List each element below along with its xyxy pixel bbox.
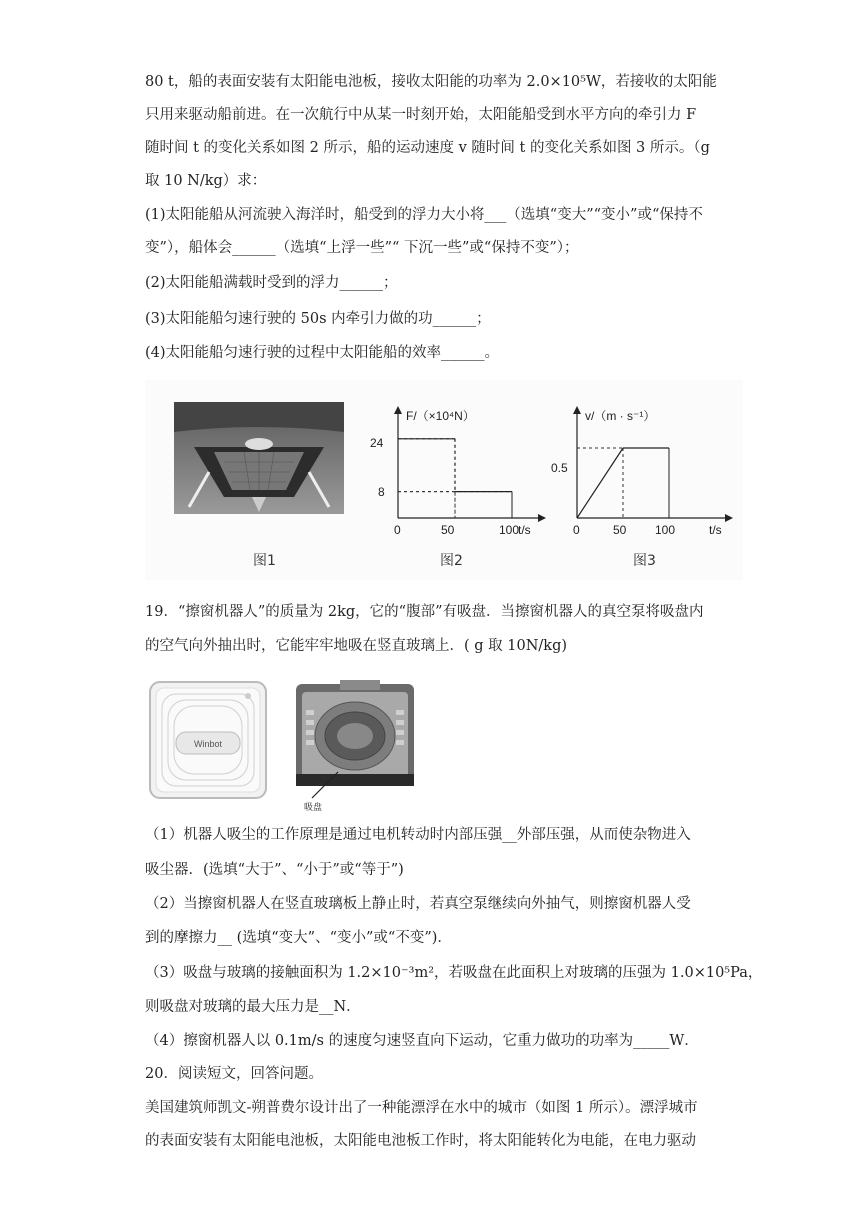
- series-segment: [577, 448, 623, 518]
- question-19-line: 19．“擦窗机器人”的质量为 2kg，它的“腹部”有吸盘．当擦窗机器人的真空泵将吸盘内: [145, 604, 704, 620]
- question-19-2-line: 到的摩擦力__ (选填“变大”、“变小”或“不变”)．: [145, 930, 452, 946]
- solar-ship-photo: [174, 402, 344, 514]
- question-2-line: (2)太阳能船满载时受到的浮力______；: [145, 275, 398, 291]
- text-line: 只用来驱动船前进。在一次航行中从某一时刻开始，太阳能船受到水平方向的牵引力 F: [145, 107, 697, 123]
- figure-2-caption: 图2: [440, 553, 463, 569]
- window-robot-back-photo: [290, 680, 420, 815]
- question-19-line: 的空气向外抽出时，它能牢牢地吸在竖直玻璃上．( g 取 10N/kg): [145, 638, 568, 654]
- winbot-logo: Winbot: [193, 739, 223, 749]
- question-20-line: 的表面安装有太阳能电池板，太阳能电池板工作时，将太阳能转化为电能，在电力驱动: [145, 1133, 696, 1149]
- fig2-xtick: 100: [499, 523, 520, 537]
- figure-3-caption: 图3: [633, 553, 656, 569]
- fig2-ytick: 8: [378, 485, 385, 499]
- question-3-line: (3)太阳能船匀速行驶的 50s 内牵引力做的功______；: [145, 311, 491, 327]
- text-line: 随时间 t 的变化关系如图 2 所示，船的运动速度 v 随时间 t 的变化关系如图 3 所示。（g: [145, 140, 710, 156]
- fig3-ytick: 0.5: [551, 461, 568, 475]
- text-line: 取 10 N/kg）求：: [145, 173, 267, 189]
- fig3-ylabel: v/（m · s⁻¹）: [585, 409, 656, 423]
- window-robot-front-photo: [148, 680, 268, 800]
- question-1-line: 变”），船体会______（选填“上浮一些”“ 下沉一些”或“保持不变”）；: [145, 240, 579, 256]
- question-20-heading: 20．阅读短文，回答问题。: [145, 1066, 323, 1082]
- question-20-line: 美国建筑师凯文-朔普费尔设计出了一种能漂浮在水中的城市（如图 1 所示）。漂浮城市: [145, 1100, 698, 1116]
- fig2-xtick: 0: [394, 523, 401, 537]
- question-19-4-line: （4）擦窗机器人以 0.1m/s 的速度匀速竖直向下运动，它重力做功的功率为_____W．: [145, 1033, 699, 1049]
- fig3-xtick: 50: [613, 523, 627, 537]
- question-19-1-line: （1）机器人吸尘的工作原理是通过电机转动时内部压强__外部压强，从而使杂物进入: [145, 827, 691, 843]
- text-line: 80 t，船的表面安装有太阳能电池板，接收太阳能的功率为 2.0×10⁵W，若接收的太阳能: [145, 74, 717, 90]
- fig2-xlabel: t/s: [518, 523, 531, 537]
- fig3-xlabel: t/s: [709, 523, 722, 537]
- question-19-3-line: 则吸盘对玻璃的最大压力是__N．: [145, 999, 361, 1015]
- fig3-xtick: 100: [655, 523, 676, 537]
- velocity-time-graph: [551, 398, 740, 548]
- question-19-1-line: 吸尘器．(选填“大于”、“小于”或“等于”): [145, 862, 404, 878]
- fig3-xtick: 0: [573, 523, 580, 537]
- suction-cup-label: 吸盘: [304, 803, 323, 813]
- question-19-2-line: （2）当擦窗机器人在竖直玻璃板上静止时，若真空泵继续向外抽气，则擦窗机器人受: [145, 896, 691, 912]
- fig2-xtick: 50: [441, 523, 455, 537]
- fig2-ytick: 24: [370, 436, 384, 450]
- question-4-line: (4)太阳能船匀速行驶的过程中太阳能船的效率______。: [145, 345, 500, 361]
- question-1-line: (1)太阳能船从河流驶入海洋时，船受到的浮力大小将___（选填“变大”“变小”或“保持不: [145, 207, 703, 223]
- question-19-3-line: （3）吸盘与玻璃的接触面积为 1.2×10⁻³m²，若吸盘在此面积上对玻璃的压强为 1.0×10⁵Pa，: [145, 965, 763, 981]
- figure-strip: [145, 380, 743, 580]
- force-time-graph: [368, 398, 548, 548]
- figure-1-caption: 图1: [253, 553, 276, 569]
- fig2-ylabel: F/（×10⁴N）: [406, 409, 475, 423]
